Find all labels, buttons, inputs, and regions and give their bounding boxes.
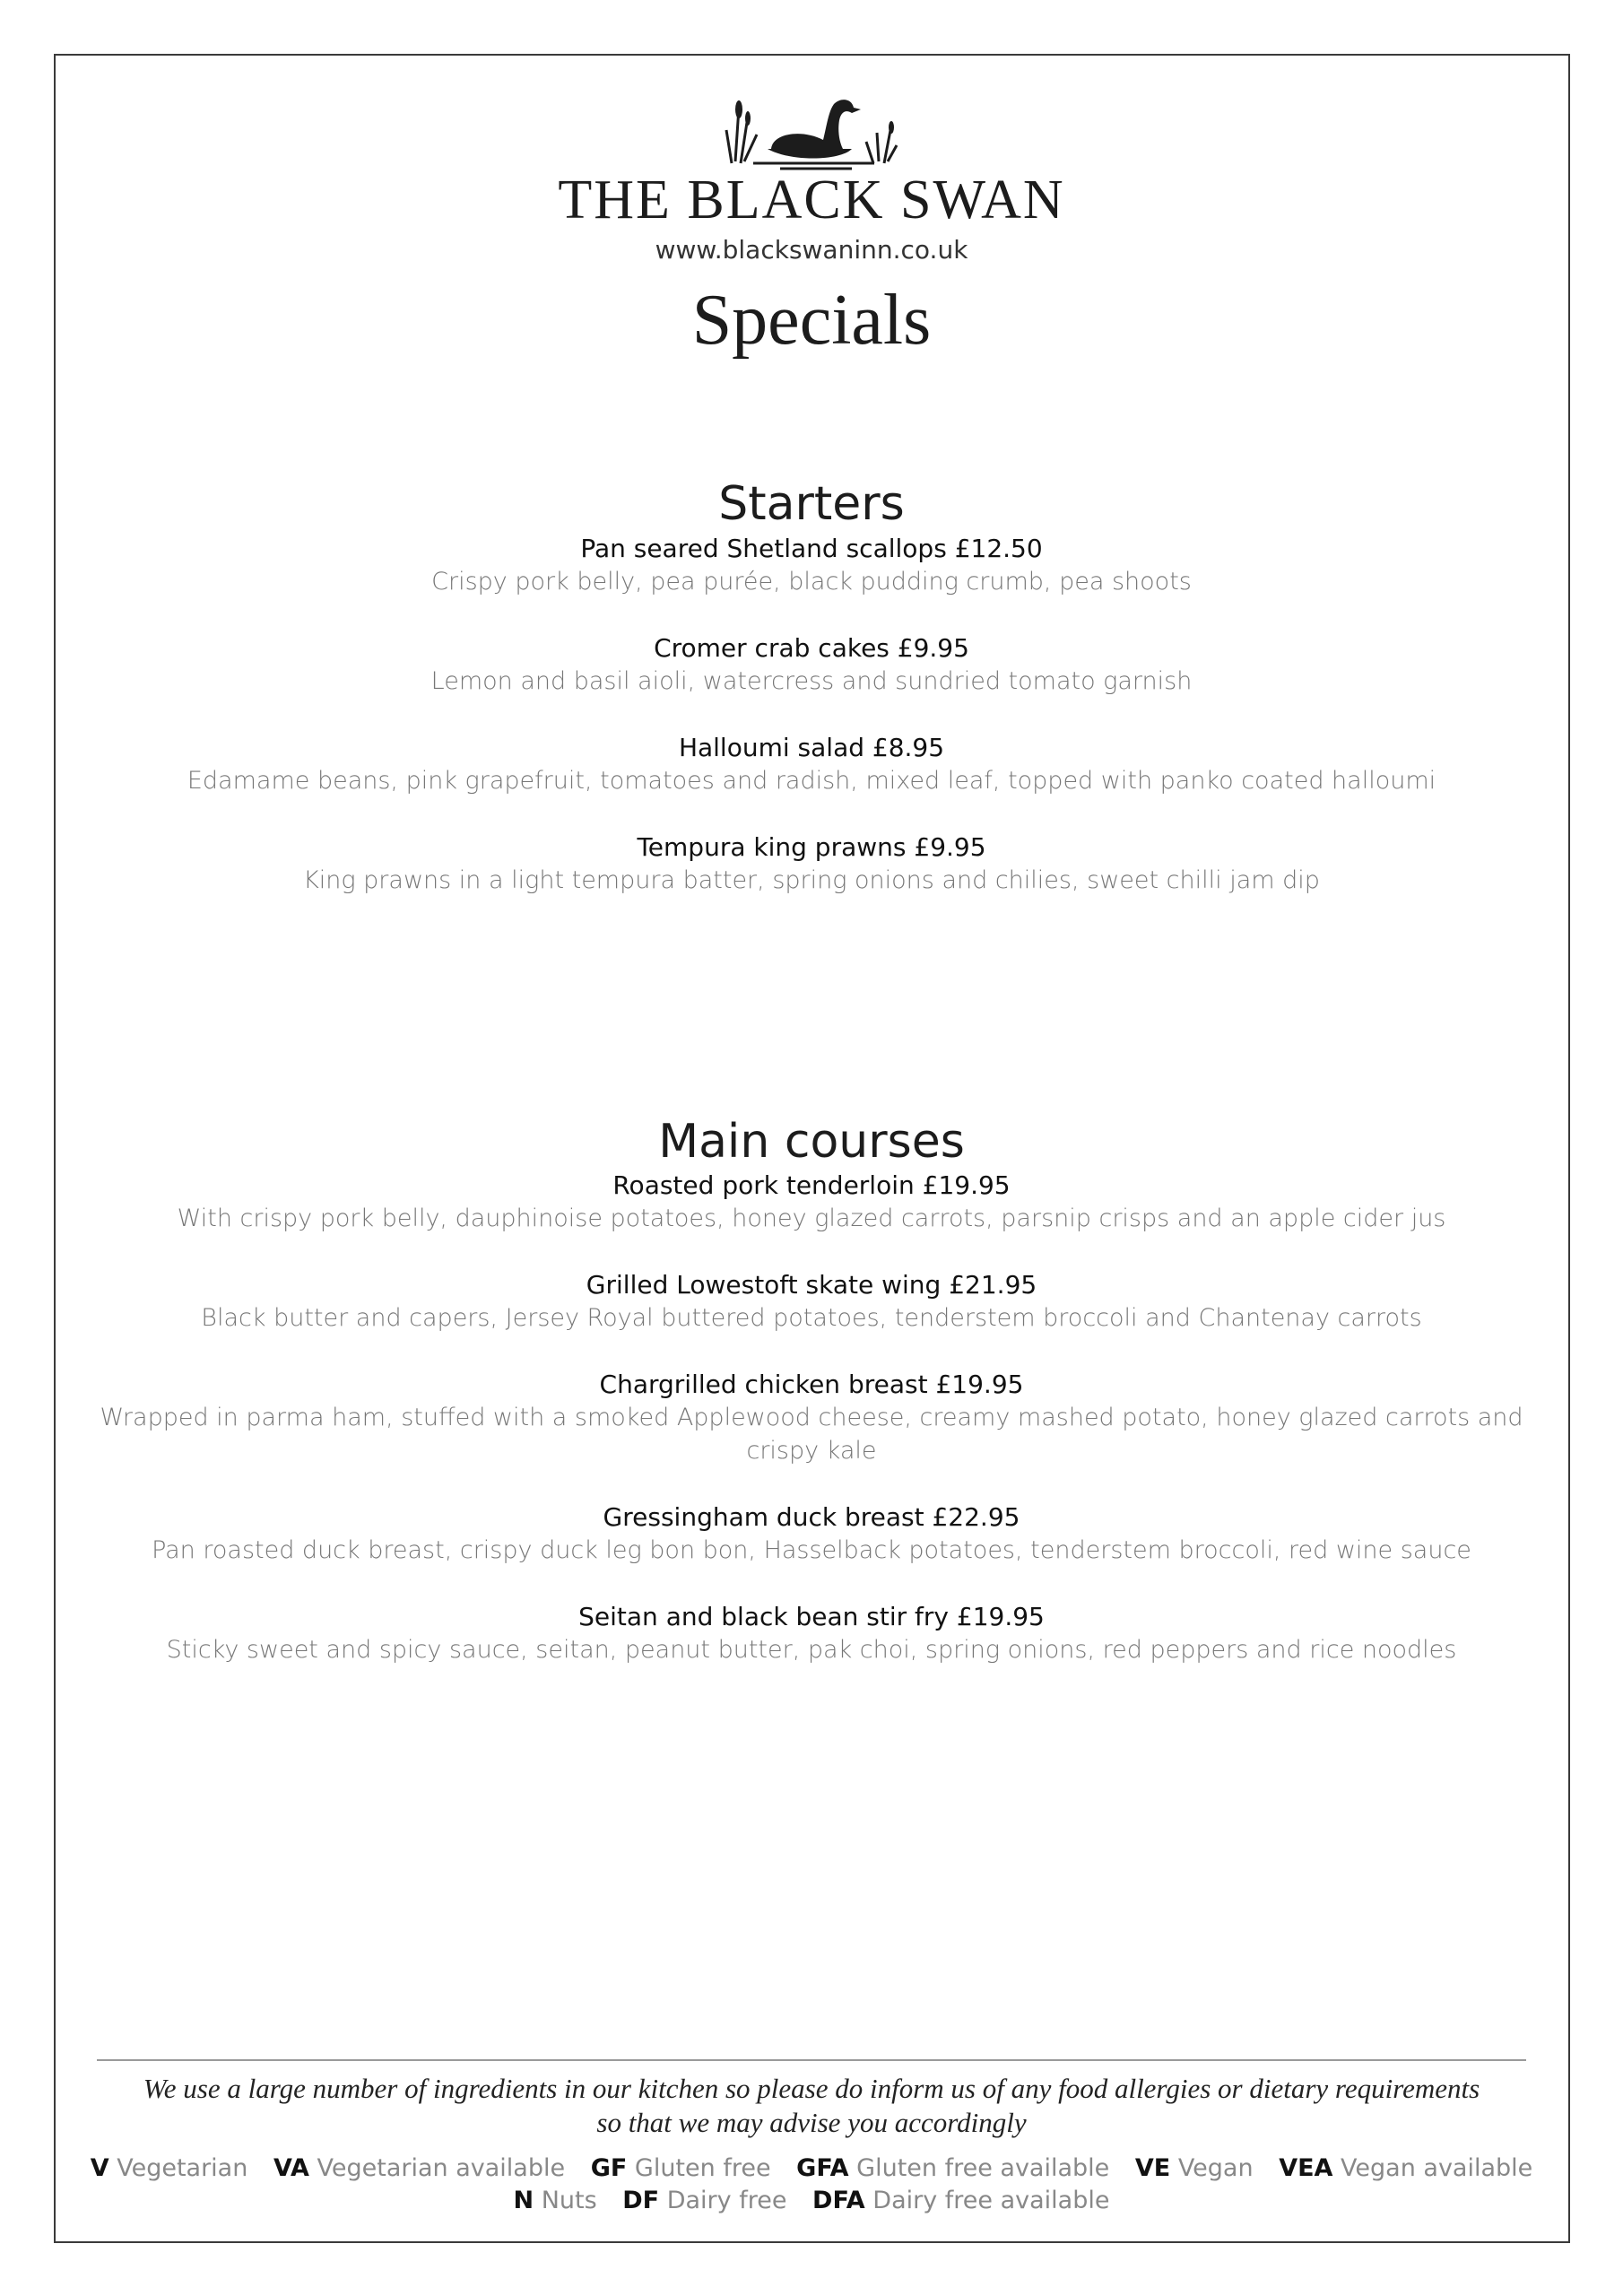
key-code: V (90, 2154, 109, 2182)
key-code: VEA (1279, 2154, 1333, 2182)
key-code: VE (1134, 2154, 1171, 2182)
main-courses-heading: Main courses (658, 1115, 965, 1169)
key-code: DF (622, 2187, 660, 2214)
menu-item (108, 1601, 1515, 1666)
dish-description: Wrapped in parma ham, stuffed with a smoked Applewood cheese, creamy mashed potato, honey glazed carrots and crispy kale (100, 1404, 1523, 1465)
key-label: Gluten free available (856, 2154, 1110, 2182)
dish-description: Black butter and capers, Jersey Royal buttered potatoes, tenderstem broccoli and Chantenay carrots (201, 1304, 1422, 1332)
key-code: GF (590, 2154, 628, 2182)
dish-description: Pan roasted duck breast, crispy duck leg bon bon, Hasselback potatoes, tenderstem broccoli, red wine sauce (152, 1536, 1471, 1564)
starters-heading: Starters (718, 477, 905, 531)
allergy-note-text: We use a large number of ingredients in our kitchen so please do inform us of any food allergies or dietary requirements so that we may advise you accordingly (143, 2073, 1480, 2138)
menu-item (90, 1369, 1533, 1467)
dish-name: Pan seared Shetland scallops £12.50 (580, 534, 1043, 563)
restaurant-name: THE BLACK SWAN (558, 170, 1065, 230)
dish-name: Roasted pork tenderloin £19.95 (612, 1170, 1011, 1200)
menu-item (108, 632, 1515, 698)
dish-description: Edamame beans, pink grapefruit, tomatoes and radish, mixed leaf, topped with panko coated halloumi (187, 767, 1436, 795)
key-nuts (514, 2187, 597, 2214)
dish-description: Lemon and basil aioli, watercress and sundried tomato garnish (430, 667, 1193, 695)
dish-description: With crispy pork belly, dauphinoise potatoes, honey glazed carrots, parsnip crisps and an apple cider jus (177, 1205, 1446, 1232)
key-label: Dairy free (666, 2187, 787, 2214)
key-label: Vegan available (1341, 2154, 1533, 2182)
menu-item (108, 533, 1515, 598)
key-code: VA (273, 2154, 309, 2182)
key-label: Vegan (1177, 2154, 1254, 2182)
key-vegan (1135, 2154, 1254, 2182)
dish-name: Tempura king prawns £9.95 (637, 832, 986, 862)
menu-item (108, 1269, 1515, 1335)
dish-name: Chargrilled chicken breast £19.95 (599, 1370, 1024, 1399)
key-label: Dairy free available (872, 2187, 1110, 2214)
key-dairy-free (622, 2187, 786, 2214)
dish-name: Gressingham duck breast £22.95 (603, 1502, 1020, 1532)
menu-item (108, 831, 1515, 897)
footer-divider (97, 2059, 1526, 2061)
key-code: GFA (796, 2154, 849, 2182)
menu-item (108, 1170, 1515, 1235)
key-vegetarian (91, 2154, 248, 2182)
website-url: www.blackswaninn.co.uk (655, 235, 968, 265)
dish-description: King prawns in a light tempura batter, spring onions and chilies, sweet chilli jam dip (303, 866, 1320, 894)
dietary-key-line-2 (0, 2187, 1623, 2214)
dish-name: Grilled Lowestoft skate wing £21.95 (586, 1270, 1037, 1300)
key-gluten-free-available (796, 2154, 1109, 2182)
dish-name: Halloumi salad £8.95 (678, 733, 945, 762)
key-label: Vegetarian available (317, 2154, 566, 2182)
key-dairy-free-available (812, 2187, 1109, 2214)
dish-description: Sticky sweet and spicy sauce, seitan, peanut butter, pak choi, spring onions, red peppers and rice noodles (166, 1636, 1457, 1664)
key-label: Nuts (541, 2187, 597, 2214)
dish-description: Crispy pork belly, pea purée, black pudding crumb, pea shoots (431, 568, 1192, 596)
menu-item (108, 732, 1515, 797)
dish-name: Seitan and black bean stir fry £19.95 (578, 1602, 1045, 1631)
key-label: Vegetarian (117, 2154, 248, 2182)
key-vegetarian-available (273, 2154, 565, 2182)
menu-item (108, 1501, 1515, 1567)
key-gluten-free (591, 2154, 771, 2182)
dietary-key-line-1 (0, 2154, 1623, 2182)
dish-name: Cromer crab cakes £9.95 (654, 633, 969, 663)
specials-title: Specials (691, 281, 932, 360)
allergy-note (0, 2072, 1623, 2140)
key-code: N (513, 2187, 534, 2214)
black-swan-logo-icon (717, 90, 906, 170)
key-vegan-available (1279, 2154, 1532, 2182)
key-code: DFA (812, 2187, 865, 2214)
key-label: Gluten free (634, 2154, 771, 2182)
